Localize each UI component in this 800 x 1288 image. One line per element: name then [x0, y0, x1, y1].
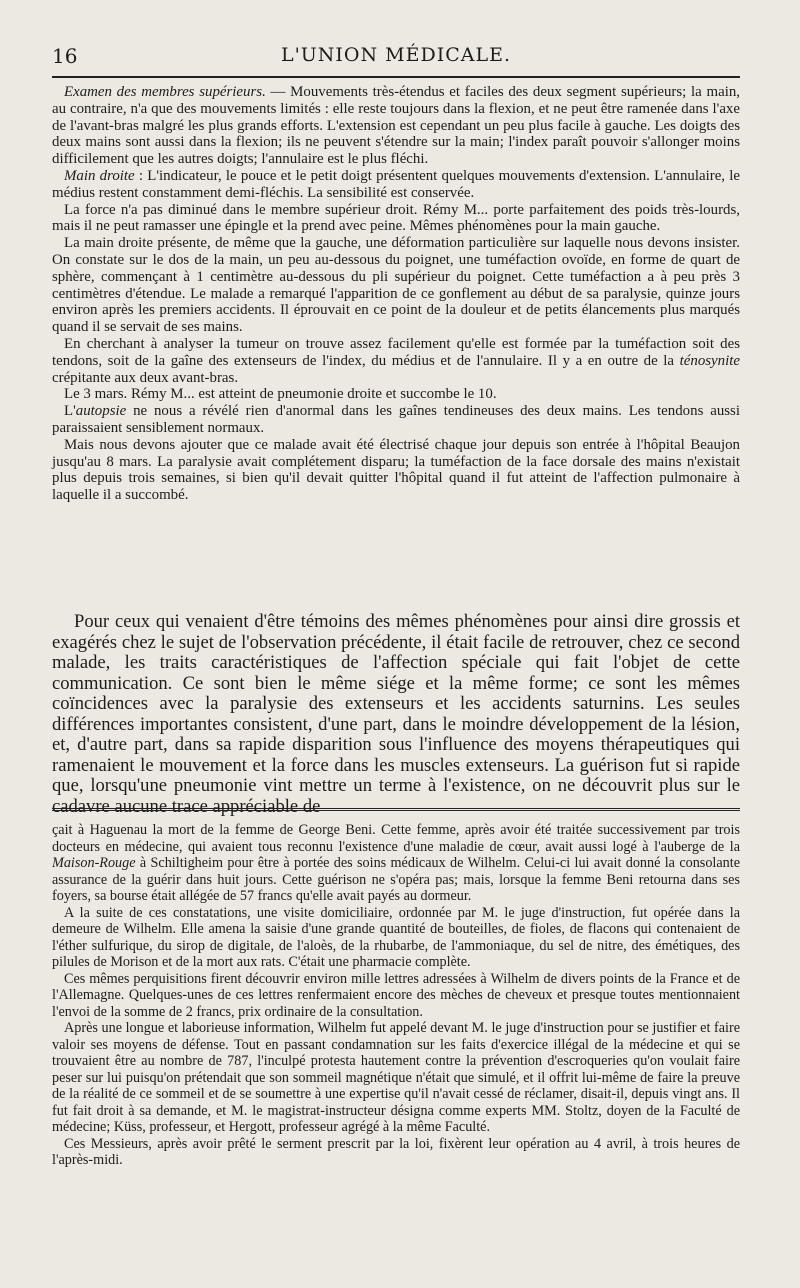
header-rule — [52, 76, 740, 78]
paragraph-tumor-analysis: En cherchant à analyser la tumeur on trouve assez facilement qu'elle est formée par la tuméfaction soit des tendons, soit de la gaîne des extenseurs de l'index, du médius et de l'annulaire. Il y a en outre de la ténosynite crépitante aux deux avant-bras. — [52, 335, 740, 386]
paragraph-upper-limbs: Examen des membres supérieurs. — Mouvements très-étendus et faciles des deux segment supérieurs; la main, au contraire, n'a que des mouvements limités : elle reste toujours dans la flexion, et ne peut être ramenée dans l'axe de l'avant-bras malgré les plus grands efforts. L'extension est cependant un peu plus facile à gauche. Les doigts des deux mains sont aussi dans la flexion; ils ne peuvent s'étendre sur la main; l'index paraît pouvoir s'allonger moins difficilement que les autres doigts; l'annulaire est le plus fléchi. — [52, 84, 740, 168]
paragraph-investigation: Après une longue et laborieuse information, Wilhelm fut appelé devant M. le juge d'instruction pour se justifier et faire valoir ses moyens de défense. Tout en passant condamnation sur les faits d'exercice illégal de la médecine et qui se trouvaient être au nombre de 787, l'inculpé protesta hautement contre la prévention d'escroqueries qu'on voulait faire peser sur lui puisqu'on prétendait que son sommeil magnétique n'était que simulé, et il offrit lui-même de faire la preuve de la réalité de ce sommeil et de se soumettre à une expertise qu'il n'avait cessé de réclamer, disait-il, depuis vingt ans. Il fut fait droit à sa demande, et M. le magistrat-instructeur désigna comme experts MM. Stoltz, doyen de la Faculté de médecine; Küss, professeur, et Hergott, professeur agrégé à la même Faculté. — [52, 1020, 740, 1135]
paragraph-letters: Ces mêmes perquisitions firent découvrir environ mille lettres adressées à Wilhelm de divers points de la France et de l'Allemagne. Quelques-unes de ces lettres renfermaient encore des mèches de cheveux et presque toutes mentionnaient l'envoi de la somme de 2 francs, prix ordinaire de la consultation. — [52, 970, 740, 1020]
paragraph-experts: Ces Messieurs, après avoir prêté le serment prescrit par la loi, fixèrent leur opération au 4 avril, à trois heures de l'après-midi. — [52, 1135, 740, 1168]
paragraph-autopsy: L'autopsie ne nous a révélé rien d'anormal dans les gaînes tendineuses des deux mains. Les tendons aussi paraissaient sensiblement normaux. — [52, 403, 740, 436]
paragraph-electrisation: Mais nous devons ajouter que ce malade avait été électrisé chaque jour depuis son entrée à l'hôpital Beaujon jusqu'au 8 mars. La paralysie avait complétement disparu; la tuméfaction de la face dorsale des mains n'existait plus depuis trois semaines, si bien qu'il devait quitter l'hôpital quand il fut atteint de l'affection pulmonaire à laquelle il a succombé. — [52, 436, 740, 504]
page-number: 16 — [52, 44, 78, 68]
section-label: Examen des membres supérieurs. — [64, 84, 266, 100]
feuilleton-section — [52, 822, 740, 1169]
paragraph-force: La force n'a pas diminué dans le membre supérieur droit. Rémy M... porte parfaitement des poids très-lourds, mais il ne peut ramasser une épingle et la prend avec peine. Mêmes phénomènes pour la main gauche. — [52, 201, 740, 235]
paragraph-discussion: Pour ceux qui venaient d'être témoins des mêmes phénomènes pour ainsi dire grossis et exagérés chez le sujet de l'observation précédente, il était facile de retrouver, chez ce second malade, les traits caractéristiques de l'affection spéciale qui fait l'objet de cette communication. Ce sont bien le même siége et la même forme; ce sont les mêmes coïncidences avec la paralysie des extenseurs et les accidents saturnins. Les seules différences importantes consistent, d'une part, dans le moindre développement de la lésion, et, d'autre part, dans sa rapide disparition sous l'influence des moyens thérapeutiques qui ramenaient le mouvement et la force dans les muscles extenseurs. La guérison fut si rapide que, lorsqu'une pneumonie vint mettre un terme à l'existence, on ne découvrit plus sur le cadavre aucune trace appréciable de — [52, 611, 740, 817]
page-header — [52, 40, 740, 70]
paragraph-beni: çait à Haguenau la mort de la femme de George Beni. Cette femme, après avoir été traitée successivement par trois docteurs en médecine, qui avaient tous reconnu l'existence d'une maladie de cœur, avait aussi logé à l'auberge de la Maison-Rouge à Schiltigheim pour être à portée des soins médicaux de Wilhelm. Celui-ci lui avait donné la consolante assurance de la guérir dans huit jours. Cette guérison ne s'opéra pas; mais, lorsque la femme Beni retourna dans ses foyers, sa bourse était allégée de 57 francs qu'elle avait payés au dormeur. — [52, 822, 740, 904]
paragraph-search: A la suite de ces constatations, une visite domiciliaire, ordonnée par M. le juge d'instruction, fut opérée dans la demeure de Wilhelm. Elle amena la saisie d'une grande quantité de bouteilles, de fioles, de flacons qui contenaient de l'éther sulfurique, du sirop de digitale, de l'aloès, de la rhubarbe, de l'ammoniaque, du sel de nitre, des émétiques, des pilules de Morison et de la mort aux rats. C'était une pharmacie complète. — [52, 904, 740, 970]
paragraph-deformation: La main droite présente, de même que la gauche, une déformation particulière sur laquelle nous devons insister. On constate sur le dos de la main, un peu au-dessous du poignet, une tuméfaction ovoïde, en forme de quart de sphère, commençant à 1 centimètre au-dessous du pli supérieur du poignet. Cette tuméfaction a à peu près 3 centimètres d'étendue. Le malade a remarqué l'apparition de ce gonflement au début de sa paralysie, quinze jours environ après les premiers accidents. Il éprouvait en ce point de la douleur et de petits élancements plus marqués quand il se servait de ses mains. — [52, 235, 740, 336]
journal-title: L'UNION MÉDICALE. — [280, 44, 512, 66]
section-label: Main droite — [64, 167, 135, 184]
discussion-section — [52, 612, 740, 817]
feuilleton-rule — [52, 808, 740, 813]
paragraph-pneumonia: Le 3 mars. Rémy M... est atteint de pneumonie droite et succombe le 10. — [64, 386, 497, 403]
paragraph-right-hand: Main droite : L'indicateur, le pouce et le petit doigt présentent quelques mouvements d'extension. L'annulaire, le médius restent constamment demi-fléchis. La sensibilité est conservée. — [52, 167, 740, 201]
observation-section — [52, 84, 740, 504]
